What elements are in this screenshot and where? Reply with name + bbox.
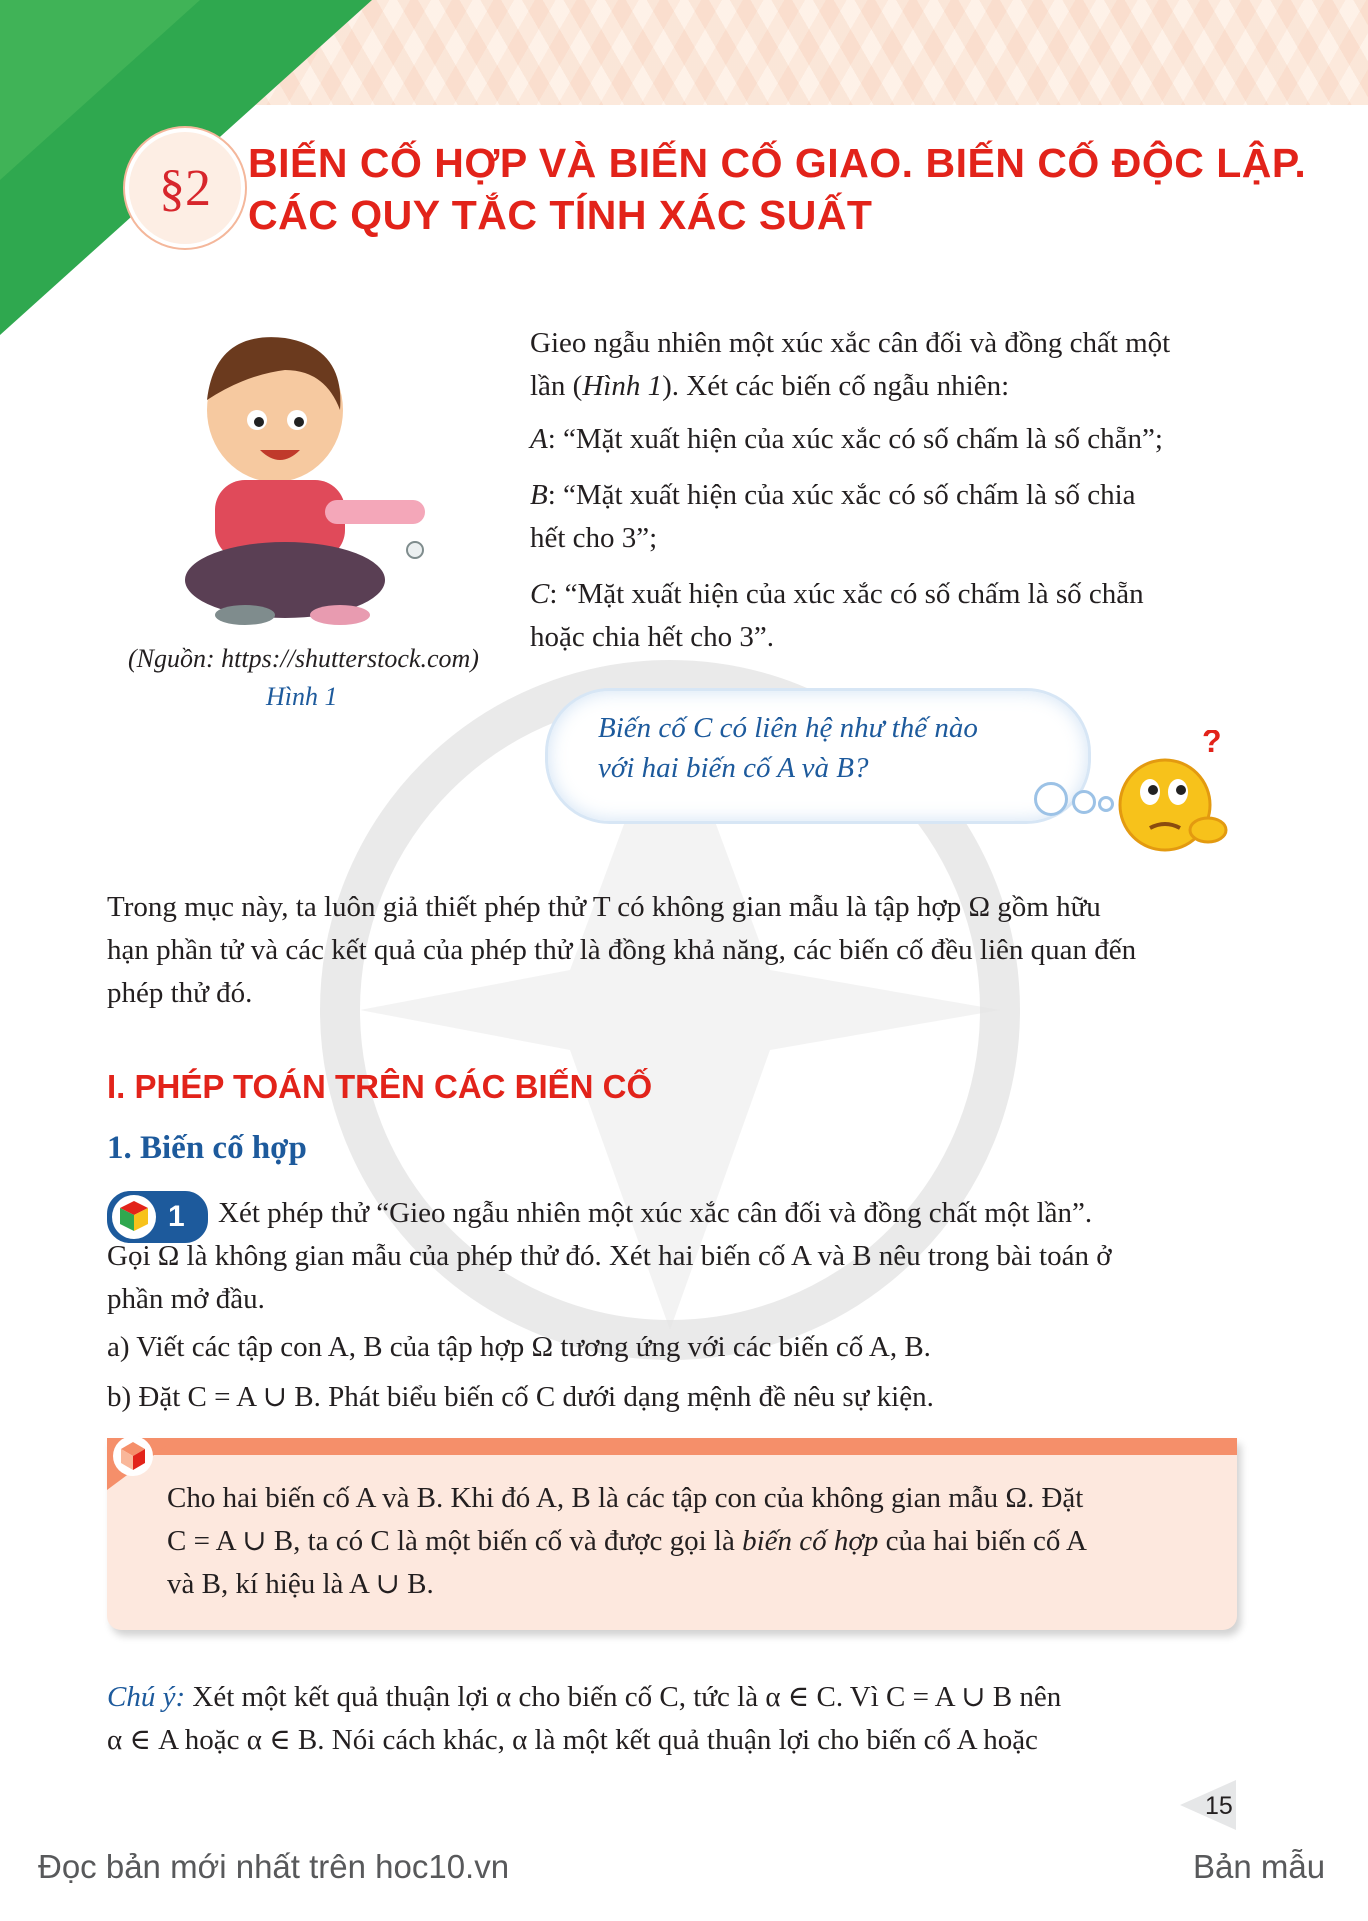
event-b (530, 474, 1240, 560)
event-c (530, 573, 1240, 659)
activity-number: 1 (168, 1200, 185, 1233)
thought-bubble-large (1034, 782, 1068, 816)
event-c-label: C (530, 578, 550, 610)
section-heading: I. PHÉP TOÁN TRÊN CÁC BIẾN CỐ (107, 1068, 653, 1105)
subsection-heading: 1. Biến cố hợp (107, 1130, 307, 1166)
definition-text: Cho hai biến cố A và B. Khi đó A, B là các tập con của không gian mẫu Ω. Đặt C = A ∪ B, ta có C là một biến cố và được gọi là biến cố hợp của hai biến cố A và B, kí hiệu là A ∪ B. (167, 1482, 1087, 1600)
thinking-emoji-icon (1110, 730, 1240, 860)
svg-text:?: ? (1202, 730, 1222, 759)
note-paragraph: Chú ý: Xét một kết quả thuận lợi α cho biến cố C, tức là α ∈ C. Vì C = A ∪ B nên α ∈ A hoặc α ∈ B. Nói cách khác, α là một kết quả thuận lợi cho biến cố A hoặc (107, 1681, 1062, 1756)
event-b-text-2: hết cho 3”; (530, 522, 658, 554)
boy-throwing-dice-illustration (175, 330, 435, 630)
thought-question: Biến cố C có liên hệ như thế nào với hai biến cố A và B? (598, 712, 978, 784)
event-c-text-1: : “Mặt xuất hiện của xúc xắc có số chấm là số chẵn (549, 578, 1144, 610)
question-a: a) Viết các tập con A, B của tập hợp Ω tương ứng với các biến cố A, B. (107, 1331, 931, 1363)
intro-paragraph (530, 322, 1240, 408)
intro-line-1: Gieo ngẫu nhiên một xúc xắc cân đối và đồng chất một (530, 327, 1171, 359)
defined-term: biến cố hợp (742, 1525, 879, 1557)
page-number: 15 (1205, 1792, 1233, 1820)
event-c-text-2: hoặc chia hết cho 3”. (530, 621, 774, 653)
event-a (530, 418, 1240, 461)
event-a-label: A (530, 423, 548, 455)
section-badge: §2 (125, 128, 245, 248)
definition-box-top-bar (107, 1438, 1237, 1455)
header-pattern (250, 0, 1368, 105)
footer-edition-label: Bản mẫu (1193, 1848, 1326, 1885)
event-a-text: : “Mặt xuất hiện của xúc xắc có số chấm là số chẵn”; (547, 423, 1163, 455)
context-paragraph: Trong mục này, ta luôn giả thiết phép thử T có không gian mẫu là tập hợp Ω gồm hữu hạn phần tử và các kết quả của phép thử là đồng khả năng, các biến cố đều liên quan đến phép thử đó. (107, 891, 1137, 1009)
event-b-label: B (530, 479, 548, 511)
figure-caption: Hình 1 (266, 682, 338, 711)
activity-line-1: Xét phép thử “Gieo ngẫu nhiên một xúc xắc cân đối và đồng chất một lần”. (218, 1197, 1093, 1229)
footer-link-text[interactable]: Đọc bản mới nhất trên hoc10.vn (38, 1848, 510, 1885)
chapter-title-line-1: BIẾN CỐ HỢP VÀ BIẾN CỐ GIAO. BIẾN CỐ ĐỘC LẬP. (248, 140, 1307, 186)
activity-continuation: Gọi Ω là không gian mẫu của phép thử đó. Xét hai biến cố A và B nêu trong bài toán ở phần mở đầu. (107, 1240, 1112, 1315)
image-credit: (Nguồn: https://shutterstock.com) (128, 644, 479, 673)
cube-icon (112, 1195, 156, 1239)
intro-line-2: lần (Hình 1). Xét các biến cố ngẫu nhiên: (530, 370, 1010, 402)
note-label: Chú ý: (107, 1681, 186, 1713)
chapter-title-line-2: CÁC QUY TẮC TÍNH XÁC SUẤT (248, 192, 873, 238)
event-b-text-1: : “Mặt xuất hiện của xúc xắc có số chấm là số chia (547, 479, 1136, 511)
thought-bubble-medium (1072, 790, 1096, 814)
question-b: b) Đặt C = A ∪ B. Phát biểu biến cố C dưới dạng mệnh đề nêu sự kiện. (107, 1381, 934, 1413)
